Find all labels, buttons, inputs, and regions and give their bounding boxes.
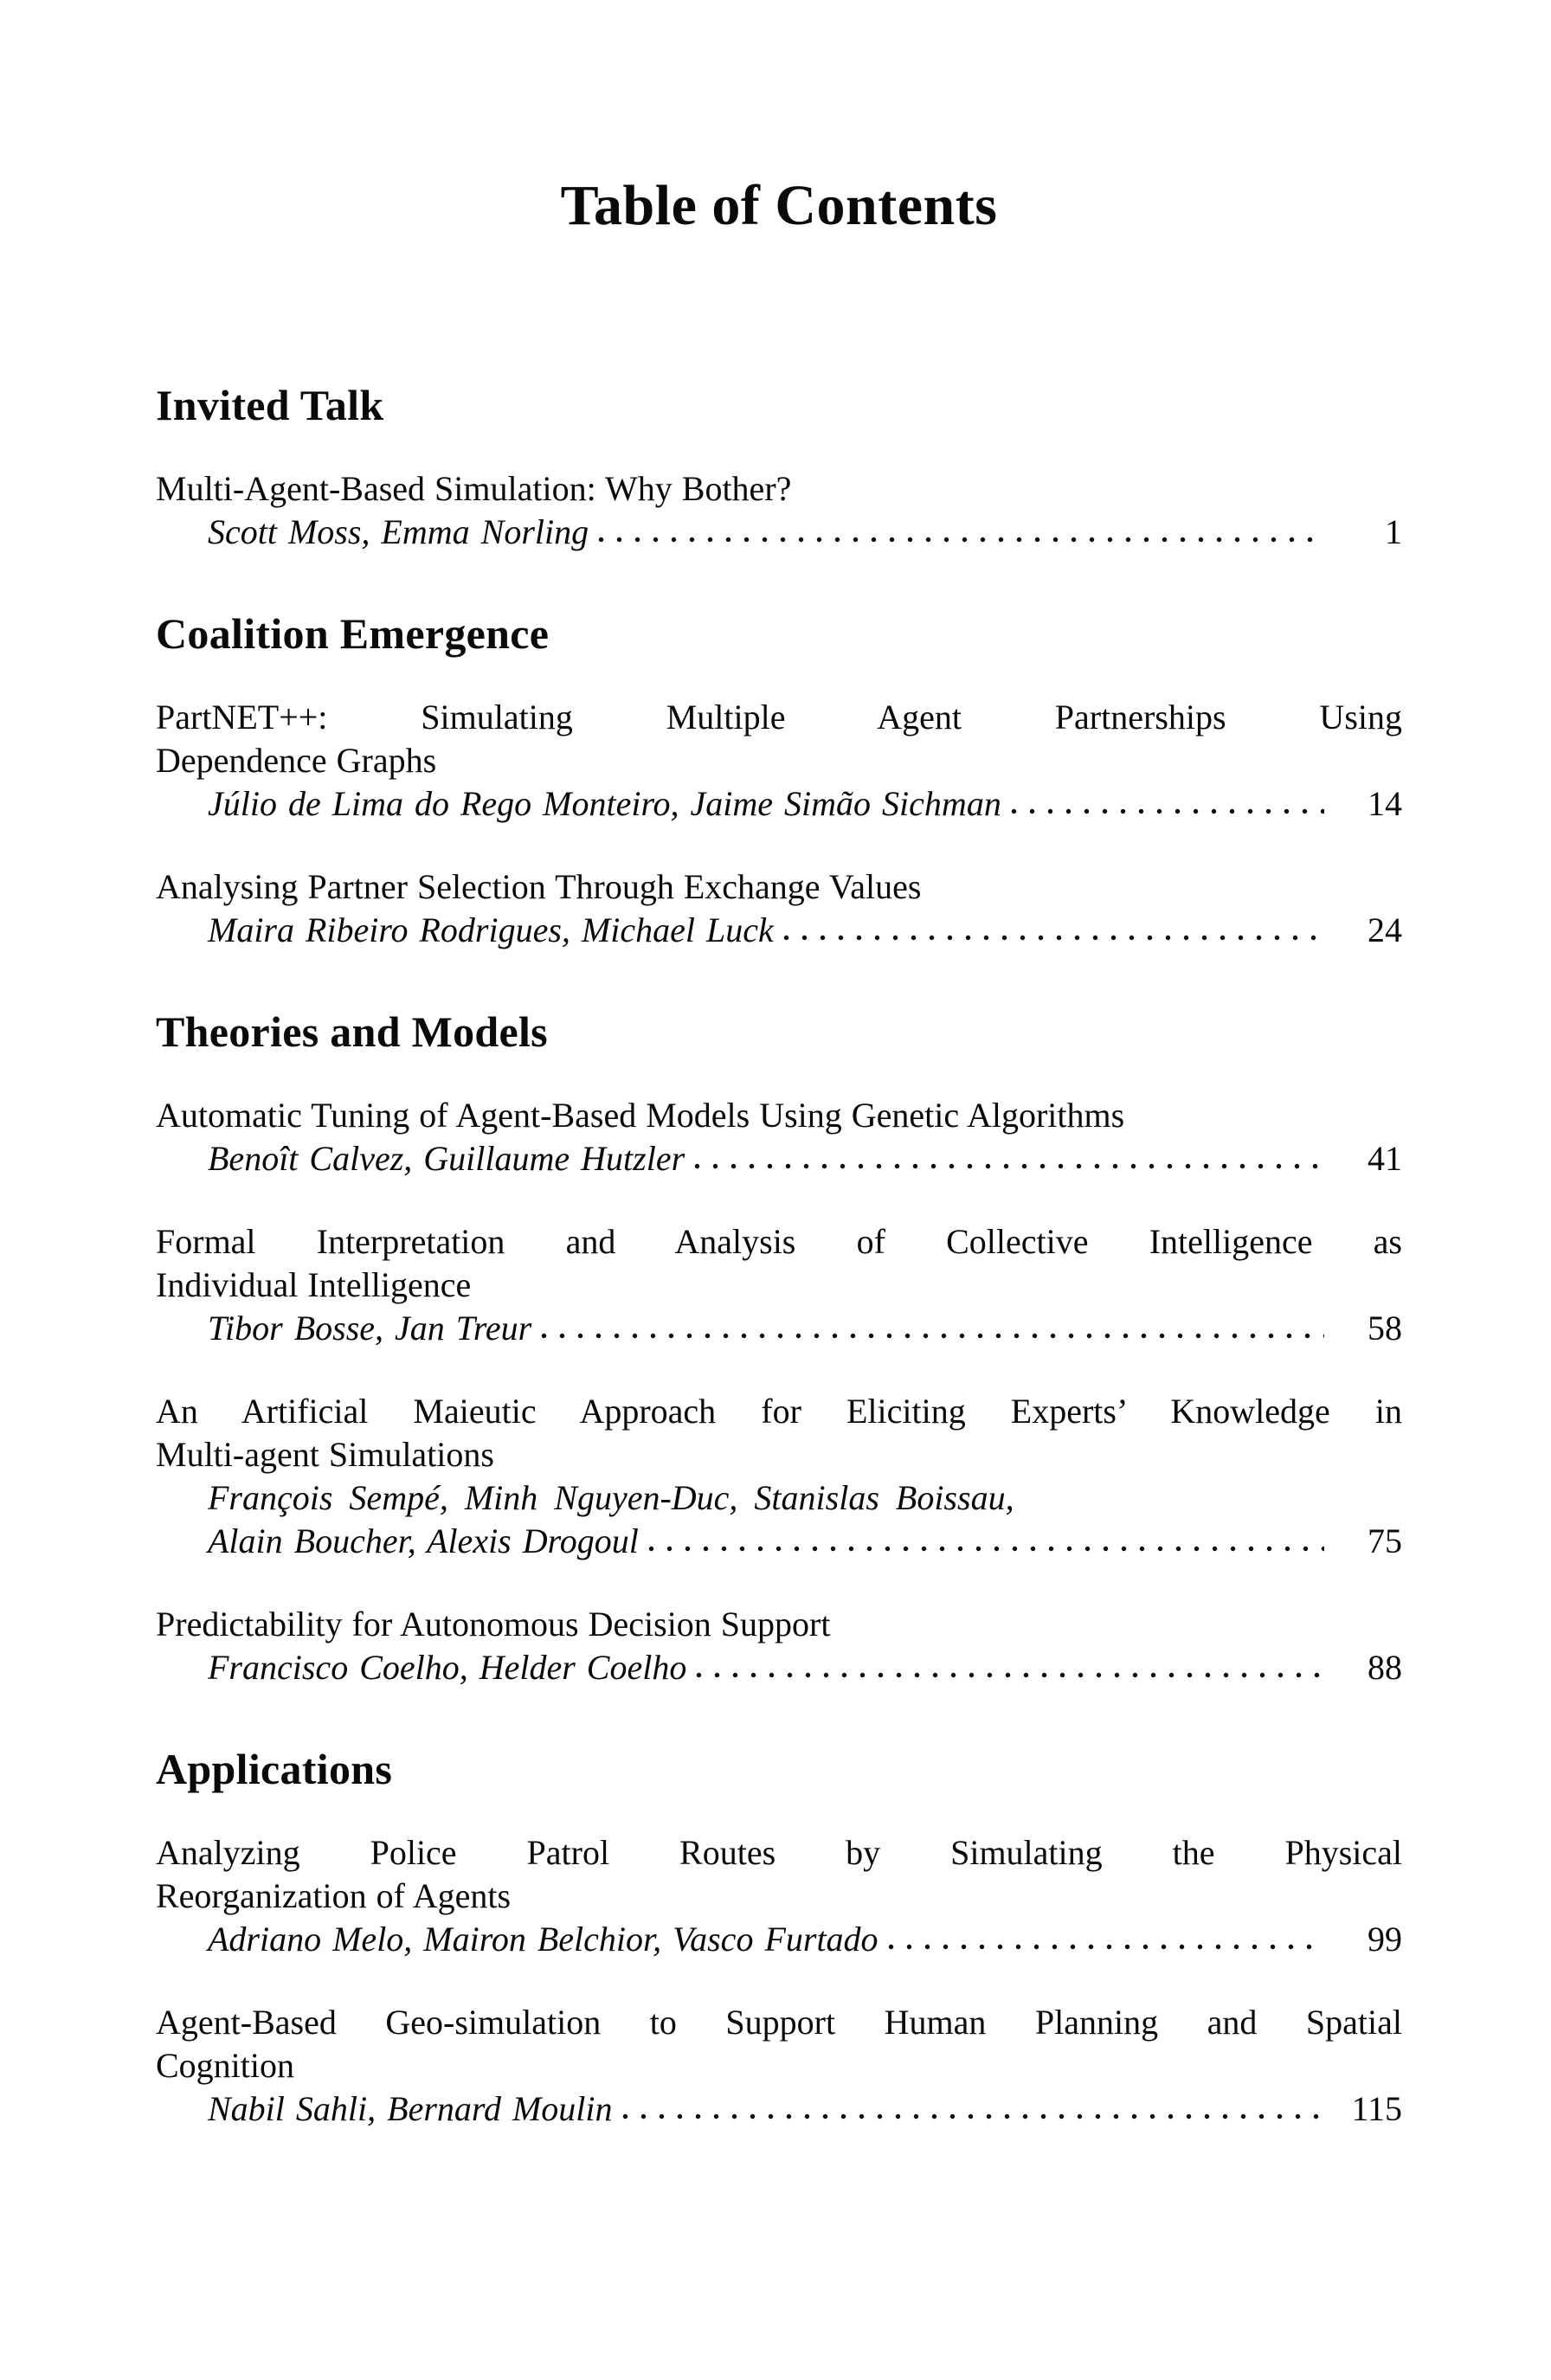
toc-entry — [156, 1220, 1402, 1350]
toc-entry — [156, 696, 1402, 826]
dot-leader — [1010, 807, 1324, 815]
entry-title-line: Agent-Based Geo-simulation to Support Human Planning and Spatial — [156, 2003, 1402, 2042]
dot-leader — [597, 536, 1324, 544]
section-heading: Invited Talk — [156, 381, 384, 429]
dot-leader — [782, 934, 1324, 942]
entries — [156, 1831, 1402, 2131]
section-heading: Theories and Models — [156, 1007, 548, 1056]
entry-authors-row — [208, 782, 1402, 826]
entry-authors-block — [156, 1476, 1402, 1563]
entry-title-line: Predictability for Autonomous Decision Support — [156, 1605, 831, 1643]
entry-titles — [156, 1390, 1402, 1476]
entry-authors: Tibor Bosse, Jan Treur — [208, 1309, 532, 1348]
entry-authors: Maira Ribeiro Rodrigues, Michael Luck — [208, 910, 774, 949]
entry-authors-block — [156, 511, 1402, 554]
entry-authors-row — [208, 2087, 1402, 2131]
entry-titles — [156, 2001, 1402, 2087]
entry-page-number: 75 — [1368, 1521, 1402, 1560]
entry-page-number: 99 — [1368, 1920, 1402, 1959]
toc-section — [156, 1743, 1402, 2131]
entry-page-number: 41 — [1368, 1139, 1402, 1178]
entry-title-line: Individual Intelligence — [156, 1265, 472, 1304]
entries — [156, 1094, 1402, 1689]
entry-authors: Adriano Melo, Mairon Belchior, Vasco Furtado — [208, 1920, 878, 1959]
toc-entry — [156, 467, 1402, 554]
entry-title-line: Analysing Partner Selection Through Exchange Values — [156, 867, 922, 906]
entry-authors-block — [156, 909, 1402, 952]
entry-titles — [156, 467, 1402, 511]
dot-leader — [621, 2113, 1324, 2120]
sections — [156, 379, 1402, 2131]
entry-page-number: 24 — [1368, 910, 1402, 949]
entry-authors-row — [208, 511, 1402, 554]
entry-title-line: Multi-Agent-Based Simulation: Why Bother? — [156, 469, 792, 508]
entry-authors-block — [156, 1646, 1402, 1689]
entry-title-line: Dependence Graphs — [156, 741, 437, 780]
dot-leader — [647, 1545, 1324, 1553]
entry-page-number: 1 — [1385, 512, 1402, 551]
toc-section — [156, 608, 1402, 952]
entry-title-line: Multi-agent Simulations — [156, 1435, 494, 1474]
dot-leader — [695, 1671, 1324, 1679]
dot-leader — [540, 1332, 1324, 1340]
toc-entry — [156, 1831, 1402, 1961]
toc-section — [156, 1006, 1402, 1689]
entry-titles — [156, 865, 1402, 909]
entry-page-number: 14 — [1368, 784, 1402, 823]
entry-authors: Nabil Sahli, Bernard Moulin — [208, 2089, 613, 2128]
entry-title-line: Reorganization of Agents — [156, 1876, 512, 1915]
entry-page-number: 115 — [1351, 2089, 1402, 2128]
entry-authors-line: François Sempé, Minh Nguyen-Duc, Stanislas Boissau, — [208, 1478, 1014, 1517]
entry-titles — [156, 696, 1402, 782]
entry-page-number: 58 — [1368, 1309, 1402, 1348]
entry-authors-block — [156, 1137, 1402, 1180]
toc-entry — [156, 2001, 1402, 2131]
entry-authors: Alain Boucher, Alexis Drogoul — [208, 1521, 639, 1560]
dot-leader — [693, 1162, 1324, 1170]
section-heading: Applications — [156, 1745, 393, 1793]
toc-entry — [156, 1094, 1402, 1180]
entry-authors-row — [208, 1520, 1402, 1563]
entry-authors-block — [156, 1918, 1402, 1961]
toc-entry — [156, 865, 1402, 952]
toc-entry — [156, 1603, 1402, 1689]
entry-authors-row — [208, 1918, 1402, 1961]
entry-titles — [156, 1603, 1402, 1646]
page-title: Table of Contents — [560, 174, 998, 237]
entries — [156, 467, 1402, 554]
entry-authors-block — [156, 782, 1402, 826]
entry-title-line: An Artificial Maieutic Approach for Eliciting Experts’ Knowledge in — [156, 1392, 1402, 1431]
dot-leader — [887, 1943, 1324, 1951]
entry-titles — [156, 1220, 1402, 1307]
toc-entry — [156, 1390, 1402, 1563]
entry-page-number: 88 — [1368, 1648, 1402, 1687]
entry-authors-row — [208, 909, 1402, 952]
entry-title-line: Automatic Tuning of Agent-Based Models Using Genetic Algorithms — [156, 1096, 1125, 1135]
entry-authors: Francisco Coelho, Helder Coelho — [208, 1648, 687, 1687]
entries — [156, 696, 1402, 952]
entry-titles — [156, 1094, 1402, 1137]
section-heading: Coalition Emergence — [156, 609, 550, 658]
entry-title-line: Cognition — [156, 2046, 295, 2085]
entry-title-line: Analyzing Police Patrol Routes by Simulating the Physical — [156, 1833, 1402, 1872]
entry-authors-block — [156, 2087, 1402, 2131]
entry-authors-row — [208, 1307, 1402, 1350]
entry-authors: Júlio de Lima do Rego Monteiro, Jaime Simão Sichman — [208, 784, 1001, 823]
entry-authors-block — [156, 1307, 1402, 1350]
entry-title-line: PartNET++: Simulating Multiple Agent Partnerships Using — [156, 698, 1402, 737]
entry-authors: Benoît Calvez, Guillaume Hutzler — [208, 1139, 685, 1178]
entry-authors-row — [208, 1137, 1402, 1180]
entry-authors: Scott Moss, Emma Norling — [208, 512, 589, 551]
entry-authors-row — [208, 1646, 1402, 1689]
entry-titles — [156, 1831, 1402, 1918]
toc-section — [156, 379, 1402, 554]
entry-title-line: Formal Interpretation and Analysis of Collective Intelligence as — [156, 1222, 1402, 1261]
